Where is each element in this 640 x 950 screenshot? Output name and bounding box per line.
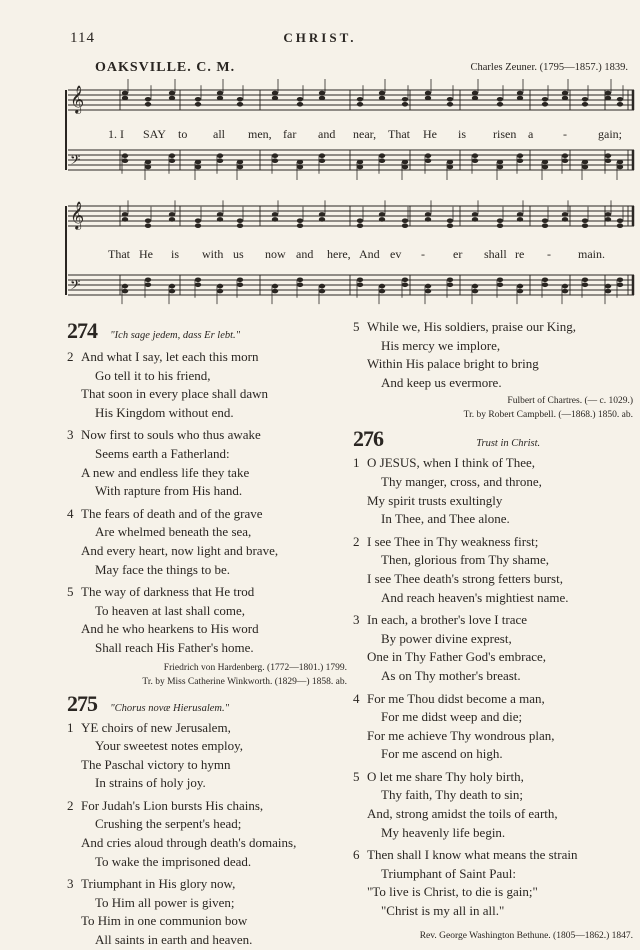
verse-text: The way of darkness that He trod — [81, 584, 255, 600]
verse-number: 3 — [67, 427, 74, 443]
verse-line — [353, 630, 633, 649]
verse-text: One in Thy Father God's embrace, — [367, 649, 546, 665]
verse-line — [67, 756, 347, 775]
left-column — [67, 318, 347, 950]
lyric-syllable: He — [139, 247, 153, 261]
verse-text: In Thee, and Thee alone. — [381, 511, 510, 527]
translator-credit: Tr. by Miss Catherine Winkworth. (1829—) 1858. ab. — [142, 676, 347, 687]
verse-line — [353, 648, 633, 667]
verse-text: The Paschal victory to hymn — [81, 756, 231, 772]
verse-number: 2 — [67, 797, 74, 813]
verse-number: 1 — [67, 719, 74, 735]
verse-line — [67, 931, 347, 950]
lyric-syllable: near, — [353, 127, 377, 141]
verse-line — [67, 912, 347, 931]
verse-text: All saints in earth and heaven. — [95, 932, 253, 948]
verse-text: His Kingdom without end. — [95, 404, 234, 420]
verse-number: 6 — [353, 847, 360, 863]
verse-line — [67, 620, 347, 639]
lyric-syllable: a — [528, 127, 534, 141]
verse-line — [67, 482, 347, 501]
verse-number: 4 — [67, 505, 74, 521]
verse-line — [67, 523, 347, 542]
hymn-276 — [353, 426, 633, 945]
lyric-syllable: risen — [493, 127, 517, 141]
verse-line — [67, 894, 347, 913]
verse-line — [353, 846, 633, 865]
hymn-number: 275 — [67, 690, 97, 716]
verse-text: To Him in one communion bow — [81, 913, 248, 929]
verse-line — [67, 367, 347, 386]
verse — [67, 505, 347, 579]
lyric-syllable: is — [458, 127, 467, 141]
verse-line — [67, 404, 347, 423]
verse-number: 1 — [353, 455, 360, 471]
treble-clef-icon: 𝄞 — [70, 85, 85, 113]
verse-line — [67, 348, 347, 367]
verse-line — [353, 492, 633, 511]
verse-line — [353, 865, 633, 884]
verse-text: For me didst weep and die; — [381, 709, 523, 725]
verse-number: 5 — [353, 768, 360, 784]
verse-text: I see Thee in Thy weakness first; — [367, 533, 539, 549]
verse-text: Within His palace bright to bring — [367, 356, 539, 372]
hymn-verses — [67, 719, 347, 950]
verse-text: Thy faith, Thy death to sin; — [381, 787, 524, 803]
hymn-275-credits — [353, 394, 633, 422]
verse-line — [67, 797, 347, 816]
verse-line — [353, 533, 633, 552]
verse-text: My spirit trusts exultingly — [367, 492, 503, 508]
lyric-syllable: He — [423, 127, 437, 141]
verse-line — [353, 510, 633, 529]
lyric-syllable: us — [233, 247, 244, 261]
verse — [353, 768, 633, 842]
verse-line — [353, 745, 633, 764]
verse-line — [353, 551, 633, 570]
translator-credit: Tr. by Robert Campbell. (—1868.) 1850. ab. — [463, 410, 633, 421]
verse-line — [353, 473, 633, 492]
lyric-syllable: gain; — [598, 127, 622, 141]
tune-composer: Charles Zeuner. (1795—1857.) 1839. — [470, 62, 628, 73]
verse-number: 2 — [67, 349, 74, 364]
hymn-heading: "Chorus novæ Hierusalem." — [110, 702, 230, 714]
author-credit: Friedrich von Hardenberg. (1772—1801.) 1799. — [163, 662, 347, 673]
lyric-syllable: shall — [484, 247, 507, 261]
verse-number: 2 — [353, 533, 360, 549]
verse-line — [353, 690, 633, 709]
hymn-verses — [353, 454, 633, 920]
lyric-syllable: and — [296, 247, 314, 261]
verse-text: Then shall I know what means the strain — [367, 847, 578, 863]
lyric-syllable: here, — [327, 247, 351, 261]
right-column — [353, 318, 633, 945]
verse-line — [353, 337, 633, 356]
verse-text: Crushing the serpent's head; — [95, 816, 242, 832]
verse-text: O JESUS, when I think of Thee, — [367, 455, 536, 471]
verse-text: To Him all power is given; — [95, 894, 235, 910]
verse-line — [353, 786, 633, 805]
verse-text: Go tell it to his friend, — [95, 367, 211, 383]
verse-text: And every heart, now light and brave, — [81, 542, 279, 558]
verse-text: And, strong amidst the toils of earth, — [367, 806, 558, 822]
verse-line — [353, 667, 633, 686]
verse-text: By power divine exprest, — [381, 630, 512, 646]
verse-line — [67, 737, 347, 756]
verse-line — [353, 374, 633, 393]
verse-line — [67, 583, 347, 602]
lyric-syllable: 1. I — [108, 127, 124, 141]
verse-line — [67, 445, 347, 464]
lyric-syllable: with — [202, 247, 224, 261]
page-number: 114 — [70, 30, 95, 46]
verse-number: 5 — [67, 584, 74, 600]
verse-text: Triumphant of Saint Paul: — [381, 865, 516, 881]
verse-text: O let me share Thy holy birth, — [367, 768, 524, 784]
verse-text: May face the things to be. — [95, 561, 231, 577]
hymn-275-verse-5 — [353, 318, 633, 392]
verse-line — [353, 570, 633, 589]
verse-line — [353, 883, 633, 902]
verse — [353, 454, 633, 528]
verse-line — [67, 719, 347, 738]
verse-text: Shall reach His Father's home. — [95, 639, 254, 655]
lyric-syllable: and — [318, 127, 336, 141]
verse — [67, 875, 347, 949]
hymn-heading: "Ich sage jedem, dass Er lebt." — [110, 330, 241, 341]
lyric-syllable: all — [213, 127, 225, 141]
verse-number: 5 — [353, 319, 360, 334]
verse-number: 3 — [353, 612, 360, 628]
author-credit: Rev. George Washington Bethune. (1805—1862.) 1847. — [419, 930, 633, 941]
hymn-heading: Trust in Christ. — [476, 438, 541, 450]
verse-line — [67, 561, 347, 580]
verse-line — [67, 542, 347, 561]
verse-line — [67, 385, 347, 404]
author-credit: Fulbert of Chartres. (— c. 1029.) — [507, 396, 633, 407]
verse-line — [353, 708, 633, 727]
verse-line — [67, 505, 347, 524]
verse-text: In strains of holy joy. — [95, 775, 206, 791]
verse — [67, 348, 347, 422]
verse-text: To heaven at last shall come, — [95, 602, 245, 618]
verse-text: Then, glorious from Thy shame, — [381, 552, 550, 568]
verse-text: My heavenly life begin. — [381, 824, 506, 840]
lyric-syllable: ev — [390, 247, 402, 261]
verse-text: And keep us evermore. — [381, 374, 502, 390]
verse-text: The fears of death and of the grave — [81, 505, 263, 521]
verse-text: As on Thy mother's breast. — [381, 667, 521, 683]
lyric-syllable: - — [563, 127, 567, 141]
bass-clef-icon: 𝄢 — [70, 277, 81, 296]
verse-text: In each, a brother's love I trace — [367, 612, 528, 628]
lyric-syllable: re — [515, 247, 525, 261]
lyric-syllable: main. — [578, 247, 605, 261]
lyric-syllable: - — [421, 247, 425, 261]
verse — [67, 426, 347, 500]
verse-text: For Judah's Lion bursts His chains, — [81, 797, 264, 813]
verse-number: 3 — [67, 876, 74, 892]
lyric-syllable: is — [171, 247, 180, 261]
verse-line — [353, 768, 633, 787]
lyric-syllable: er — [453, 247, 463, 261]
verse-line — [353, 454, 633, 473]
lyric-syllable: - — [547, 247, 551, 261]
verse-text: And what I say, let each this morn — [81, 349, 259, 364]
lyric-syllable: That — [388, 127, 410, 141]
verse — [353, 318, 633, 392]
verse — [67, 797, 347, 871]
verse — [353, 846, 633, 920]
bass-clef-icon: 𝄢 — [70, 152, 81, 171]
verse — [353, 611, 633, 685]
treble-clef-icon: 𝄞 — [70, 201, 85, 229]
hymn-275 — [67, 690, 347, 950]
verse-line — [67, 602, 347, 621]
verse-line — [67, 639, 347, 658]
verse-line — [67, 464, 347, 483]
verse-text: With rapture from His hand. — [95, 483, 243, 499]
verse-text: "To live is Christ, to die is gain;" — [367, 884, 538, 900]
verse-line — [67, 815, 347, 834]
verse-line — [67, 875, 347, 894]
hymn-number: 276 — [353, 426, 383, 452]
verse-text: "Christ is my all in all." — [381, 903, 505, 919]
hymn-274 — [67, 318, 347, 689]
lyric-syllable: men, — [248, 127, 272, 141]
lyric-syllable: far — [283, 127, 297, 141]
verse-text: That soon in every place shall dawn — [81, 386, 268, 402]
verse — [67, 583, 347, 657]
hymn-credits — [353, 927, 633, 946]
verse-line — [353, 318, 633, 337]
verse-text: Triumphant in His glory now, — [81, 876, 236, 892]
verse-line — [353, 727, 633, 746]
verse — [67, 719, 347, 793]
lyric-syllable: And — [359, 247, 380, 261]
verse-line — [353, 805, 633, 824]
verse-text: A new and endless life they take — [81, 464, 250, 480]
verse-text: And cries aloud through death's domains, — [81, 835, 297, 851]
verse-text: To wake the imprisoned dead. — [95, 853, 252, 869]
verse-text: For me achieve Thy wondrous plan, — [367, 727, 555, 743]
lyric-syllable: to — [178, 127, 188, 141]
lyrics-layer — [0, 0, 640, 300]
lyric-syllable: now — [265, 247, 286, 261]
verse-line — [353, 902, 633, 921]
tune-name: OAKSVILLE. C. M. — [95, 60, 236, 75]
verse — [353, 690, 633, 764]
verse-line — [353, 355, 633, 374]
verse-text: For me ascend on high. — [381, 746, 503, 762]
verse-line — [353, 824, 633, 843]
verse-text: His mercy we implore, — [381, 337, 501, 353]
verse — [353, 533, 633, 607]
verse-text: Are whelmed beneath the sea, — [95, 524, 252, 540]
lyric-syllable: SAY — [143, 127, 166, 141]
hymn-credits — [67, 661, 347, 689]
verse-text: And he who hearkens to His word — [81, 621, 259, 637]
verse-text: While we, His soldiers, praise our King, — [367, 319, 577, 334]
verse-line — [67, 426, 347, 445]
verse-line — [353, 611, 633, 630]
verse-text: Seems earth a Fatherland: — [95, 445, 230, 461]
verse-text: Your sweetest notes employ, — [95, 738, 244, 754]
verse-line — [67, 834, 347, 853]
verse-number: 4 — [353, 690, 360, 706]
verse-text: I see Thee death's strong fetters burst, — [367, 570, 563, 586]
verse-line — [353, 589, 633, 608]
verse-text: For me Thou didst become a man, — [367, 690, 545, 706]
hymn-verses — [67, 348, 347, 658]
verse-line — [67, 853, 347, 872]
verse-line — [67, 774, 347, 793]
hymn-number: 274 — [67, 318, 97, 343]
verse-text: YE choirs of new Jerusalem, — [81, 719, 231, 735]
verse-text: Thy manger, cross, and throne, — [381, 473, 542, 489]
running-header: CHRIST. — [283, 30, 357, 45]
verse-text: Now first to souls who thus awake — [81, 427, 261, 443]
lyric-syllable: That — [108, 247, 130, 261]
verse-text: And reach heaven's mightiest name. — [381, 589, 569, 605]
